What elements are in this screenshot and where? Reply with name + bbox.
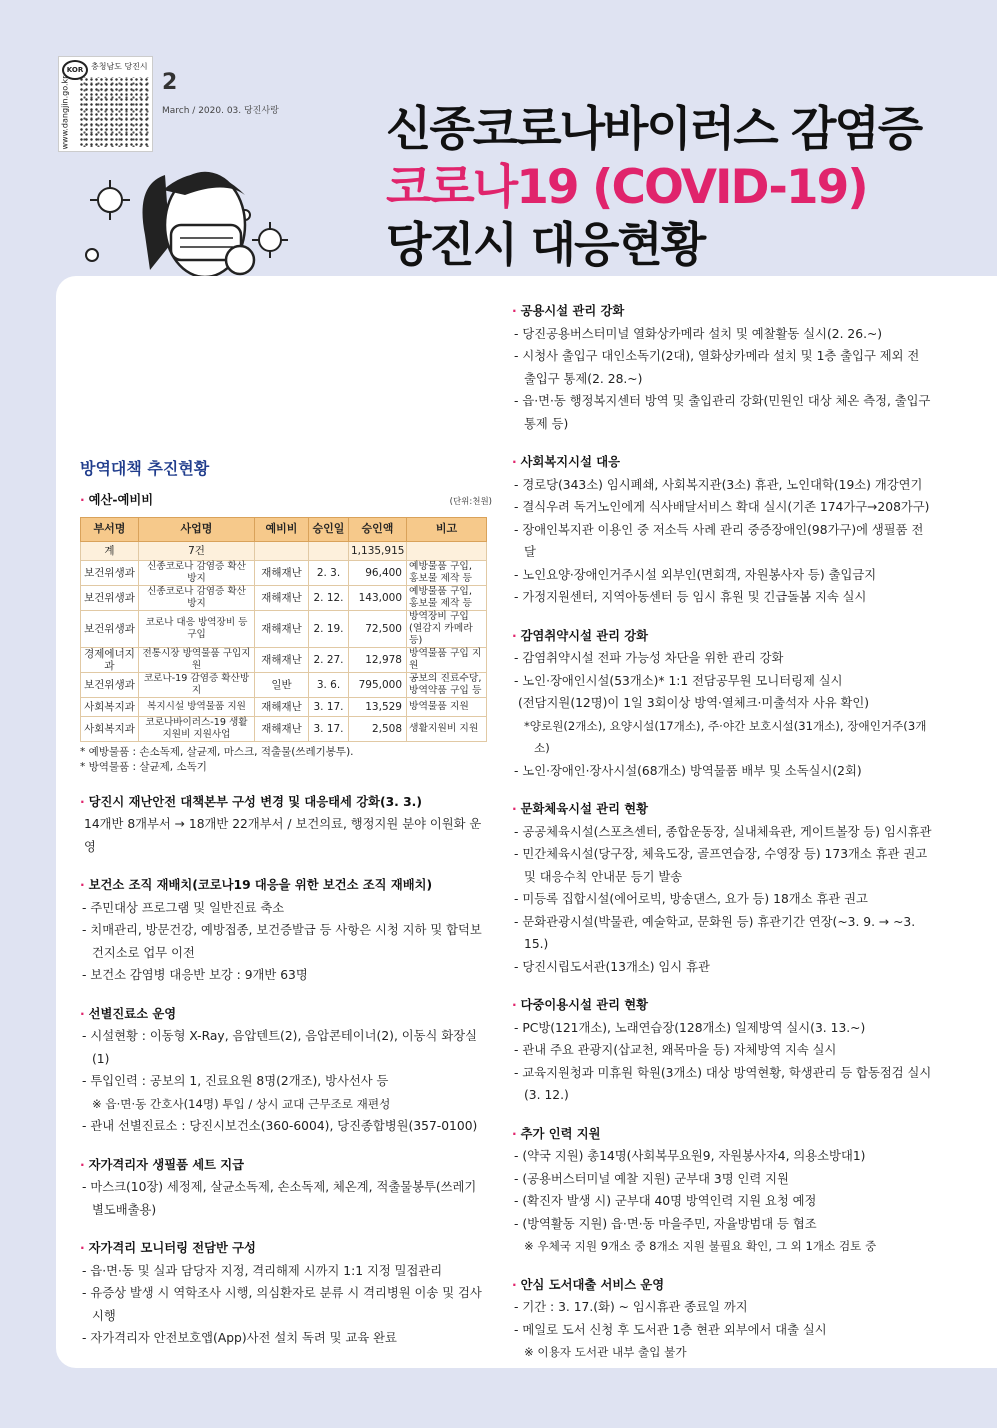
list-item: - 당진공용버스터미널 열화상카메라 설치 및 예찰활동 실시(2. 26.~) [514,326,883,341]
list-item: ※ 우체국 지원 9개소 중 8개소 지원 불필요 확인, 그 외 1개소 검토 중 [524,1239,877,1253]
table-cell: 사회복지과 [81,697,139,716]
content-section [80,1154,492,1222]
list-item: - 읍·면·동 행정복지센터 방역 및 출입관리 강화(민원인 대상 체온 측정, 출입구 통제 등) [514,394,931,431]
list-item: - 보건소 감염병 대응반 보강 : 9개반 63명 [82,968,308,982]
table-cell: 96,400 [349,560,407,585]
table-cell: 신종코로나 감염증 확산 방지 [139,560,255,585]
list-item: - 기간 : 3. 17.(화) ~ 임시휴관 종료일 까지 [514,1300,748,1314]
table-cell: 보건위생과 [81,585,139,610]
budget-unit: (단위:천원) [449,496,492,507]
list-item: - 미등록 집합시설(에어로빅, 방송댄스, 요가 등) 18개소 휴관 권고 [514,892,868,906]
list-item: - 감염취약시설 전파 가능성 차단을 위한 관리 강화 [514,651,784,665]
section-title: · 자가격리자 생필품 세트 지급 [80,1154,492,1177]
table-cell: 3. 17. [309,697,349,716]
table-row [81,610,487,647]
table-cell: 12,978 [349,647,407,672]
table-cell: 코로나 대응 방역장비 등 구입 [139,610,255,647]
list-item: - 결식우려 독거노인에게 식사배달서비스 확대 실시(기존 174가구→208가구) [514,500,930,514]
content-section [512,1274,932,1364]
section-heading: 방역대책 추진현황 [80,459,210,478]
table-cell: 신종코로나 감염증 확산 방지 [139,585,255,610]
list-item: - 노인요양·장애인거주시설 외부인(면회객, 자원봉사자 등) 출입금지 [514,567,877,582]
table-cell: 72,500 [349,610,407,647]
table-cell: 일반 [255,672,309,697]
table-cell: 3. 17. [309,716,349,741]
table-cell: 보건위생과 [81,560,139,585]
column-header: 부서명 [81,518,139,542]
qr-code-block [58,56,153,152]
list-item: - 노인·장애인시설(53개소)* 1:1 전담공무원 모니터링제 실시 [514,673,843,688]
table-header-row [81,518,487,542]
table-cell: 생활지원비 지원 [407,716,487,741]
table-cell: 13,529 [349,697,407,716]
table-cell: 2,508 [349,716,407,741]
content-section [80,1003,492,1138]
table-cell: 재해재난 [255,716,309,741]
table-cell: 1,135,915 [349,541,407,560]
title-line-2: 코로나19 (COVID-19) [386,160,867,215]
site-url: www.dangjin.go.kr [60,75,70,150]
list-item: - PC방(121개소), 노래연습장(128개소) 일제방역 실시(3. 13.~) [514,1020,866,1035]
content-section [512,451,932,609]
column-header: 예비비 [255,518,309,542]
list-item: - 가정지원센터, 지역아동센터 등 임시 휴원 및 긴급돌봄 지속 실시 [514,590,867,604]
list-item: - 시설현황 : 이동형 X-Ray, 음압텐트(2), 음압콘테이너(2), 이동식 화장실(1) [82,1029,477,1066]
list-item: ※ 읍·면·동 간호사(14명) 투입 / 상시 교대 근무조로 재편성 [92,1096,391,1111]
section-title: · 감염취약시설 관리 강화 [512,625,932,648]
section-title: · 안심 도서대출 서비스 운영 [512,1274,932,1297]
list-item: - 노인·장애인·장사시설(68개소) 방역물품 배부 및 소독실시(2회) [514,763,862,778]
table-row [81,672,487,697]
section-title: · 공용시설 관리 강화 [512,300,932,323]
table-cell: 보건위생과 [81,610,139,647]
budget-note: * 방역물품 : 살균제, 소독기 [80,760,207,773]
list-item: - 장애인복지관 이용인 중 저소득 사례 관리 중증장애인(98가구)에 생필품 전달 [514,522,924,559]
table-cell [309,541,349,560]
list-item: - 주민대상 프로그램 및 일반진료 축소 [82,900,285,915]
list-item: - (약국 지원) 총14명(사회복무요원9, 자원봉사자4, 의용소방대1) [514,1149,866,1163]
table-cell: 예방물품 구입, 홍보물 제작 등 [407,585,487,610]
table-row [81,716,487,741]
list-item: - 시청사 출입구 대인소독기(2대), 열화상카메라 설치 및 1층 출입구 제외 전 출입구 통제(2. 28.~) [514,349,920,386]
content-section [80,874,492,987]
table-cell: 복지시설 방역물품 지원 [139,697,255,716]
content-section [80,1237,492,1350]
page-number: 2 [162,70,178,95]
left-column [80,458,492,1366]
section-title: · 자가격리 모니터링 전담반 구성 [80,1237,492,1260]
list-item: - 민간체육시설(당구장, 체육도장, 골프연습장, 수영장 등) 173개소 휴관 권고 및 대응수칙 안내문 등기 발송 [514,847,928,884]
list-item: - 당진시립도서관(13개소) 임시 휴관 [514,959,710,974]
section-title: · 다중이용시설 관리 현황 [512,994,932,1017]
content-section [512,994,932,1107]
table-cell: 3. 6. [309,672,349,697]
table-total-row [81,541,487,560]
list-item: - (방역활동 지원) 읍·면·동 마을주민, 자율방범대 등 협조 [514,1216,817,1231]
city-logo: KOR [62,60,88,80]
budget-header [80,489,492,514]
table-row [81,560,487,585]
list-item: - 마스크(10장) 세정제, 살균소독제, 손소독제, 체온계, 적출물봉투(쓰레기 별도배출용) [82,1180,477,1217]
column-header: 비고 [407,518,487,542]
table-cell: 재해재난 [255,585,309,610]
list-item: - 공공체육시설(스포츠센터, 종합운동장, 실내체육관, 게이트볼장 등) 임시휴관 [514,824,932,839]
table-cell: 재해재난 [255,610,309,647]
content-section [512,798,932,978]
column-header: 승인액 [349,518,407,542]
list-item: - 메일로 도서 신청 후 도서관 1층 현관 외부에서 대출 실시 [514,1322,827,1337]
section-title: · 보건소 조직 재배치(코로나19 대응을 위한 보건소 조직 재배치) [80,874,492,897]
budget-title: · 예산-예비비 [80,489,153,512]
table-cell [407,541,487,560]
table-cell: 방역장비 구입 (열감지 카메라 등) [407,610,487,647]
table-cell: 재해재난 [255,697,309,716]
table-cell: 계 [81,541,139,560]
budget-notes [80,745,492,775]
column-header: 사업명 [139,518,255,542]
content-section [80,791,492,859]
table-cell: 2. 27. [309,647,349,672]
section-title: · 사회복지시설 대응 [512,451,932,474]
table-cell: 방역물품 구입 지원 [407,647,487,672]
list-item: - 읍·면·동 및 실과 담당자 지정, 격리해제 시까지 1:1 지정 밀접관리 [82,1263,443,1278]
table-row [81,697,487,716]
list-item: - (확진자 발생 시) 군부대 40명 방역인력 지원 요청 예정 [514,1194,817,1208]
content-section [512,1123,932,1258]
section-title: · 당진시 재난안전 대책본부 구성 변경 및 대응태세 강화(3. 3.) [80,791,492,814]
table-cell: 2. 19. [309,610,349,647]
table-row [81,585,487,610]
table-cell: 795,000 [349,672,407,697]
title-line-3: 당진시 대응현황 [386,218,705,273]
list-item: ※ 이용자 도서관 내부 출입 불가 [524,1345,687,1359]
table-cell: 7건 [139,541,255,560]
budget-note: * 예방물품 : 손소독제, 살균제, 마스크, 적출물(쓰레기봉투). [80,745,354,758]
table-cell: 코로나바이러스-19 생활지원비 지원사업 [139,716,255,741]
list-item: - 교육지원청과 미휴원 학원(3개소) 대상 방역현황, 학생관리 등 합동점검 실시(3. 12.) [514,1065,932,1102]
budget-table [80,517,487,742]
table-cell: 경제에너지과 [81,647,139,672]
section-title: · 문화체육시설 관리 현황 [512,798,932,821]
list-item: *양로원(2개소), 요양시설(17개소), 주·야간 보호시설(31개소), 장애인거주(3개소) [524,718,927,755]
list-item: - 경로당(343소) 임시폐쇄, 사회복지관(3소) 휴관, 노인대학(19소) 개강연기 [514,477,923,492]
section-title: · 선별진료소 운영 [80,1003,492,1026]
table-cell: 예방물품 구입, 홍보물 제작 등 [407,560,487,585]
table-cell: 방역물품 지원 [407,697,487,716]
table-cell: 재해재난 [255,560,309,585]
table-cell: 143,000 [349,585,407,610]
table-cell [255,541,309,560]
list-item: - (공용버스터미널 예찰 지원) 군부대 3명 인력 지원 [514,1171,789,1186]
list-item: (전담지원(12명)이 1일 3회이상 방역·열체크·미출석자 사유 확인) [518,696,870,710]
list-item: - 관내 주요 관광지(삽교천, 왜목마을 등) 자체방역 지속 실시 [514,1043,837,1057]
table-cell: 2. 12. [309,585,349,610]
section-text: 14개반 8개부서 → 18개반 22개부서 / 보건의료, 행정지원 분야 이원화 운영 [84,817,482,854]
list-item: - 자가격리자 안전보호앱(App)사전 설치 독려 및 교육 완료 [82,1331,397,1345]
table-row [81,647,487,672]
table-cell: 전통시장 방역물품 구입지원 [139,647,255,672]
right-column [512,300,932,1380]
table-cell: 2. 3. [309,560,349,585]
content-section [512,300,932,435]
table-cell: 사회복지과 [81,716,139,741]
list-item: - 관내 선별진료소 : 당진시보건소(360-6004), 당진종합병원(357-0100) [82,1119,478,1133]
title-line-1: 신종코로나바이러스 감염증 [386,102,922,157]
list-item: - 유증상 발생 시 역학조사 시행, 의심환자로 분류 시 격리병원 이송 및 검사시행 [82,1286,482,1323]
table-cell: 보건위생과 [81,672,139,697]
table-cell: 공보의 진료수당, 방역약품 구입 등 [407,672,487,697]
table-cell: 재해재난 [255,647,309,672]
issue-info: March / 2020. 03. 당진사랑 [162,106,279,116]
content-section [512,625,932,783]
org-name: 충청남도 당진시 [91,62,148,71]
table-cell: 코로나-19 감염증 확산방지 [139,672,255,697]
list-item: - 치매관리, 방문건강, 예방접종, 보건증발급 등 사항은 시청 지하 및 합덕보건지소로 업무 이전 [82,923,482,960]
column-header: 승인일 [309,518,349,542]
list-item: - 투입인력 : 공보의 1, 진료요원 8명(2개조), 방사선사 등 [82,1074,389,1088]
section-title: · 추가 인력 지원 [512,1123,932,1146]
list-item: - 문화관광시설(박물관, 예술학교, 문화원 등) 휴관기간 연장(~3. 9. → ~3. 15.) [514,914,916,951]
qr-code-pattern [79,77,149,147]
